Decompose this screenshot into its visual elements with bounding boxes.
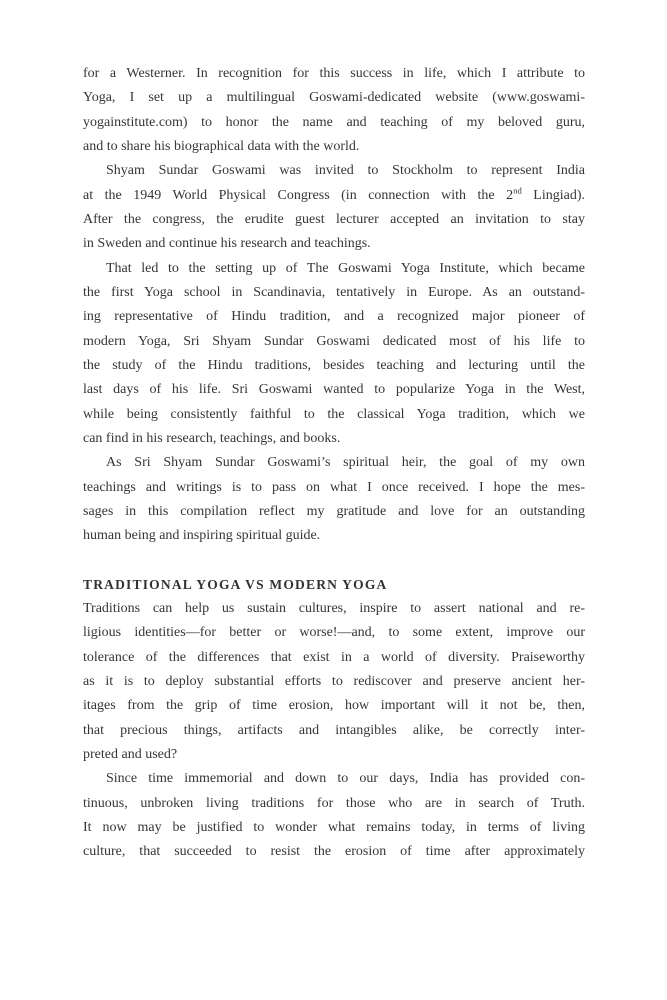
- text-segment: Lingiad).: [521, 187, 585, 203]
- page-text: [83, 62, 585, 865]
- superscript-ordinal: nd: [513, 184, 522, 195]
- paragraph: [83, 257, 585, 452]
- text-line: and to share his biographical data with the world.: [83, 138, 360, 154]
- text-line: human being and inspiring spiritual guide.: [83, 528, 321, 544]
- paragraph: [83, 451, 585, 548]
- paragraph: [83, 767, 585, 864]
- paragraph: [83, 159, 585, 256]
- text-line: teachings and writings is to pass on what I once received. I hope the mes-: [83, 479, 585, 495]
- text-line: After the congress, the erudite guest lecturer accepted an invitation to stay: [83, 211, 585, 227]
- text-line: for a Westerner. In recognition for this success in life, which I attribute to: [83, 66, 585, 81]
- section-heading: TRADITIONAL YOGA VS MODERN YOGA: [83, 576, 388, 592]
- text-line: last days of his life. Sri Goswami wanted to popularize Yoga in the West,: [83, 382, 585, 398]
- text-line: Shyam Sundar Goswami was invited to Stockholm to represent India: [106, 163, 585, 179]
- text-line: preted and used?: [83, 746, 178, 762]
- text-line: in Sweden and continue his research and teachings.: [83, 236, 371, 252]
- text-line: sages in this compilation reflect my gratitude and love for an outstanding: [83, 503, 585, 519]
- text-line: while being consistently faithful to the classical Yoga tradition, which we: [83, 406, 585, 422]
- text-line: ing representative of Hindu tradition, and a recognized major pioneer of: [83, 309, 585, 325]
- text-line: yogainstitute.com) to honor the name and teaching of my beloved guru,: [83, 114, 585, 130]
- text-line: As Sri Shyam Sundar Goswami’s spiritual heir, the goal of my own: [106, 455, 585, 471]
- text-line: Traditions can help us sustain cultures, inspire to assert national and re-: [83, 600, 585, 616]
- text-line: culture, that succeeded to resist the erosion of time after approximately: [83, 844, 585, 860]
- text-line: tolerance of the differences that exist in a world of diversity. Praiseworthy: [83, 649, 585, 665]
- text-line: modern Yoga, Sri Shyam Sundar Goswami dedicated most of his life to: [83, 333, 585, 349]
- text-line: the study of the Hindu traditions, besides teaching and lecturing until the: [83, 357, 585, 373]
- text-line: itages from the grip of time erosion, how important will it not be, then,: [83, 698, 585, 714]
- text-line: It now may be justified to wonder what remains today, in terms of living: [83, 819, 585, 835]
- text-line: Yoga, I set up a multilingual Goswami-dedicated website (www.goswami-: [83, 90, 585, 106]
- paragraph: [83, 597, 585, 767]
- text-segment: at the 1949 World Physical Congress (in connection with the 2: [83, 187, 514, 203]
- paragraph: [83, 62, 585, 159]
- text-line: the first Yoga school in Scandinavia, tentatively in Europe. As an outstand-: [83, 284, 585, 300]
- text-line: That led to the setting up of The Goswami Yoga Institute, which became: [106, 260, 585, 276]
- text-line: that precious things, artifacts and intangibles alike, be correctly inter-: [83, 722, 585, 738]
- text-line: [83, 184, 585, 208]
- text-line: can find in his research, teachings, and books.: [83, 430, 341, 446]
- text-line: tinuous, unbroken living traditions for those who are in search of Truth.: [83, 795, 585, 811]
- text-line: Since time immemorial and down to our days, India has provided con-: [106, 771, 585, 787]
- text-line: as it is to deploy substantial efforts to rediscover and preserve ancient her-: [83, 673, 585, 689]
- text-line: ligious identities—for better or worse!—and, to some extent, improve our: [83, 625, 585, 641]
